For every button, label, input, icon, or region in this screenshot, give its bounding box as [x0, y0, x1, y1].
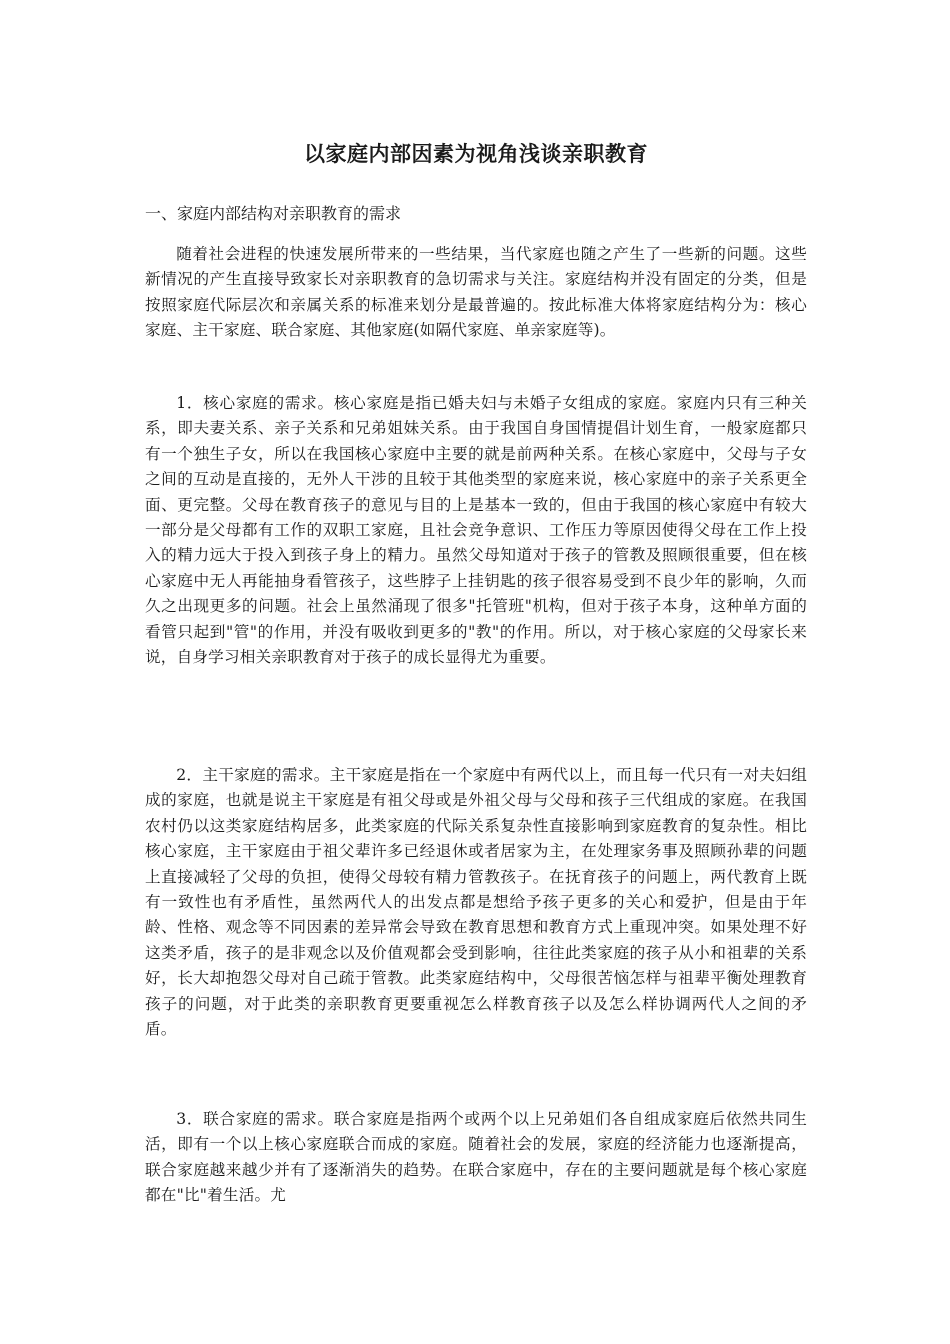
paragraph-stem-family: 2．主干家庭的需求。主干家庭是指在一个家庭中有两代以上，而且每一代只有一对夫妇组成的家庭，也就是说主干家庭是有祖父母或是外祖父母与父母和孩子三代组成的家庭。在我国农村仍以这类家庭结构居多，此类家庭的代际关系复杂性直接影响到家庭教育的复杂性。相比核心家庭，主干家庭由于祖父辈许多已经退休或者居家为主，在处理家务事及照顾孙辈的问题上直接减轻了父母的负担，使得父母较有精力管教孩子。在抚育孩子的问题上，两代教育上既有一致性也有矛盾性，虽然两代人的出发点都是想给予孩子更多的关心和爱护，但是由于年龄、性格、观念等不同因素的差异常会导致在教育思想和教育方式上重现冲突。如果处理不好这类矛盾，孩子的是非观念以及价值观都会受到影响，往往此类家庭的孩子从小和祖辈的关系好，长大却抱怨父母对自己疏于管教。此类家庭结构中，父母很苦恼怎样与祖辈平衡处理教育孩子的问题，对于此类的亲职教育更要重视怎么样教育孩子以及怎么样协调两代人之间的矛盾。 [145, 766, 807, 1039]
paragraph-joint-family: 3．联合家庭的需求。联合家庭是指两个或两个以上兄弟姐们各自组成家庭后依然共同生活，即有一个以上核心家庭联合而成的家庭。随着社会的发展，家庭的经济能力也逐渐提高，联合家庭越来越少并有了逐渐消失的趋势。在联合家庭中，存在的主要问题就是每个核心家庭都在"比"着生活。尤 [145, 1110, 807, 1205]
document-title: 以家庭内部因素为视角浅谈亲职教育 [304, 141, 648, 166]
paragraph-core-family: 1．核心家庭的需求。核心家庭是指已婚夫妇与未婚子女组成的家庭。家庭内只有三种关系，即夫妻关系、亲子关系和兄弟姐妹关系。由于我国自身国情提倡计划生育，一般家庭都只有一个独生子女，所以在我国核心家庭中主要的就是前两种关系。在核心家庭中，父母与子女之间的互动是直接的，无外人干涉的且较于其他类型的家庭来说，核心家庭中的亲子关系更全面、更完整。父母在教育孩子的意见与目的上是基本一致的，但由于我国的核心家庭中有较大一部分是父母都有工作的双职工家庭，且社会竞争意识、工作压力等原因使得父母在工作上投入的精力远大于投入到孩子身上的精力。虽然父母知道对于孩子的管教及照顾很重要，但在核心家庭中无人再能抽身看管孩子，这些脖子上挂钥匙的孩子很容易受到不良少年的影响，久而久之出现更多的问题。社会上虽然涌现了很多"托管班"机构，但对于孩子本身，这种单方面的看管只起到"管"的作用，并没有吸收到更多的"教"的作用。所以，对于核心家庭的父母家长来说，自身学习相关亲职教育对于孩子的成长显得尤为重要。 [145, 394, 807, 667]
section-heading: 一、家庭内部结构对亲职教育的需求 [145, 204, 402, 223]
paragraph-intro: 随着社会进程的快速发展所带来的一些结果，当代家庭也随之产生了一些新的问题。这些新情况的产生直接导致家长对亲职教育的急切需求与关注。家庭结构并没有固定的分类，但是按照家庭代际层次和亲属关系的标准来划分是最普遍的。按此标准大体将家庭结构分为：核心家庭、主干家庭、联合家庭、其他家庭(如隔代家庭、单亲家庭等)。 [145, 245, 807, 340]
